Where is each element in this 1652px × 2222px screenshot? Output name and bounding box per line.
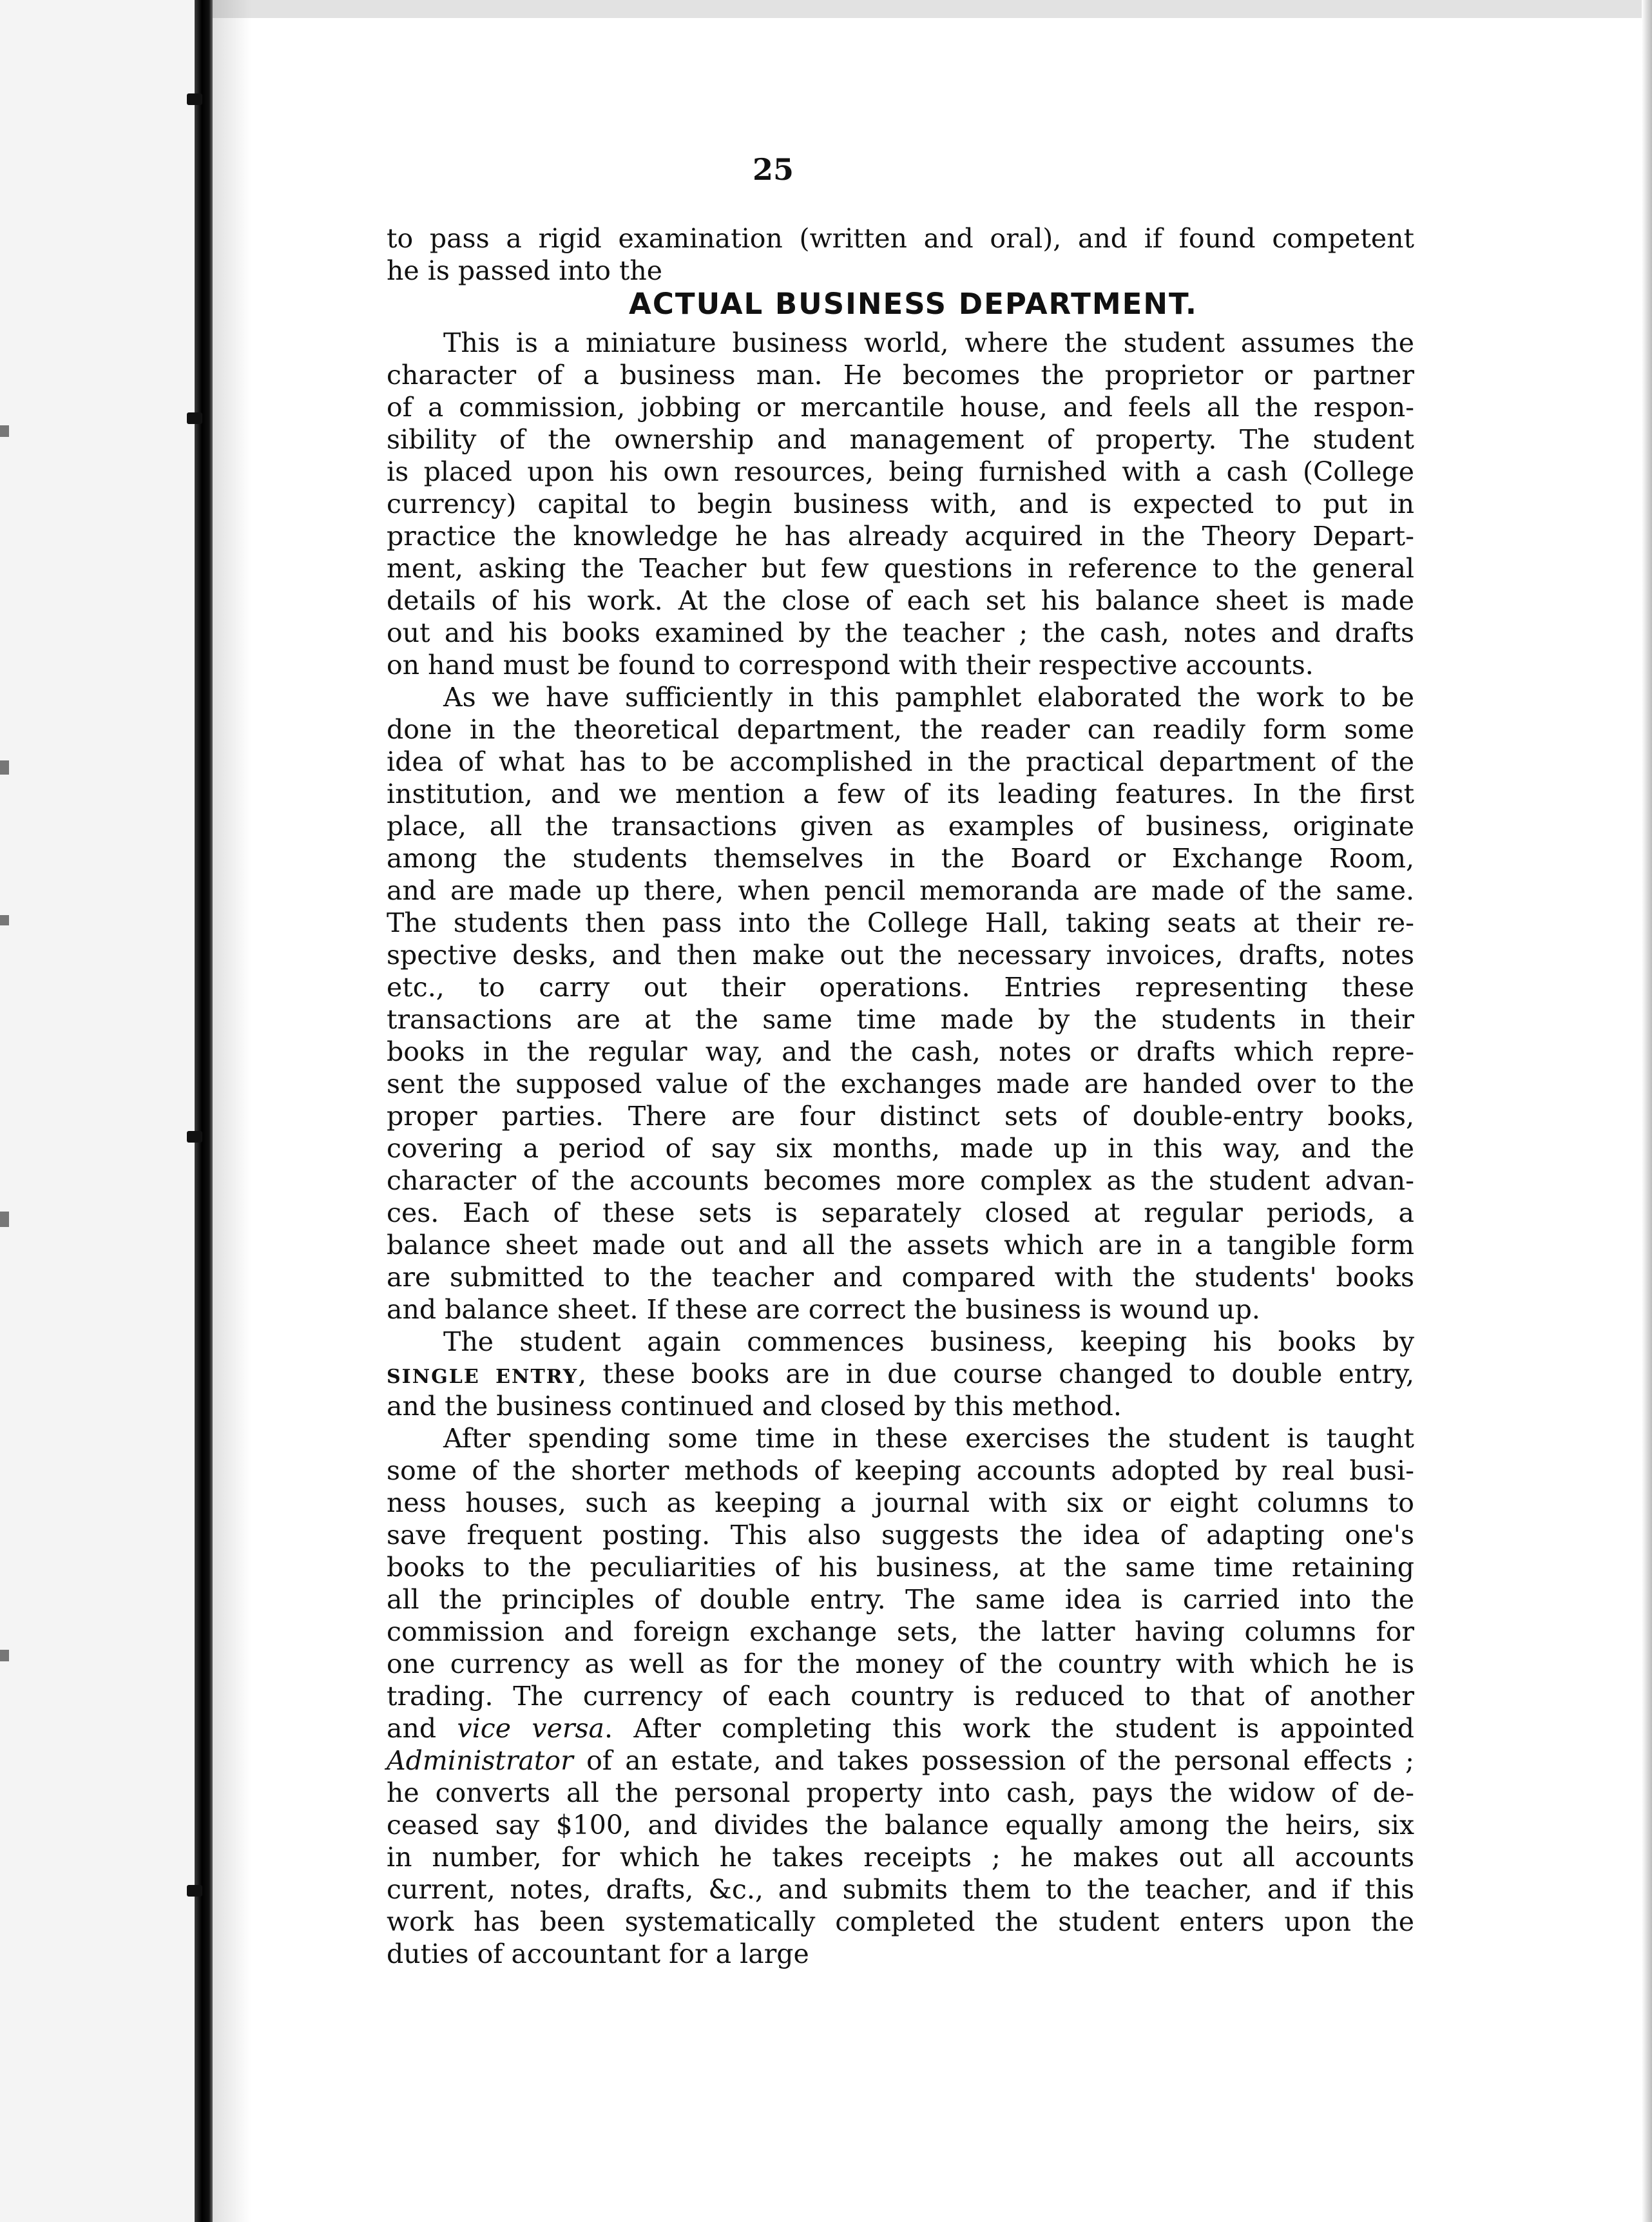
text-line: character of a business man. He becomes the proprietor or partner xyxy=(387,360,1414,391)
facing-page-mark xyxy=(0,425,9,437)
text-line: transactions are at the same time made by the students in their xyxy=(387,1004,1414,1035)
text-line: all the principles of double entry. The same idea is carried into the xyxy=(387,1584,1414,1615)
text-line: sent the supposed value of the exchanges made are handed over to the xyxy=(387,1068,1414,1099)
text-line: After spending some time in these exercises the student is taught xyxy=(443,1423,1414,1454)
spine-binding-mark xyxy=(187,93,202,105)
text-line: character of the accounts becomes more complex as the student advan- xyxy=(387,1165,1414,1196)
text-line: As we have sufficiently in this pamphlet elaborated the work to be xyxy=(443,682,1414,713)
text-line: and are made up there, when pencil memoranda are made of the same. xyxy=(387,875,1414,906)
text-line: done in the theoretical department, the reader can readily form some xyxy=(387,714,1414,745)
facing-page xyxy=(0,0,195,2222)
text-line: duties of accountant for a large xyxy=(387,1938,809,1969)
text-line: institution, and we mention a few of its leading features. In the first xyxy=(387,778,1414,809)
text-line: current, notes, drafts, &c., and submits them to the teacher, and if this xyxy=(387,1874,1414,1905)
gutter-shadow xyxy=(213,0,251,2222)
facing-page-mark xyxy=(0,760,9,775)
text-line: he is passed into the xyxy=(387,255,663,286)
text-line: commission and foreign exchange sets, the latter having columns for xyxy=(387,1616,1414,1647)
text-line: currency) capital to begin business with, and is expected to put in xyxy=(387,488,1414,519)
small-caps-term: SINGLE ENTRY xyxy=(387,1366,579,1388)
text-fragment: of an estate, and takes possession of the personal effects ; xyxy=(573,1745,1414,1776)
text-line: books to the peculiarities of his business, at the same time retaining xyxy=(387,1552,1414,1583)
text-line: details of his work. At the close of each set his balance sheet is made xyxy=(387,585,1414,616)
text-line: The student again commences business, keeping his books by xyxy=(443,1326,1414,1357)
text-line: etc., to carry out their operations. Entries representing these xyxy=(387,972,1414,1003)
text-line: idea of what has to be accomplished in the practical department of the xyxy=(387,746,1414,777)
spine-binding-mark xyxy=(187,412,202,424)
italic-term: Administrator xyxy=(387,1745,573,1776)
text-fragment: and xyxy=(387,1713,457,1744)
section-heading: ACTUAL BUSINESS DEPARTMENT. xyxy=(629,287,1198,321)
text-line: is placed upon his own resources, being furnished with a cash (College xyxy=(387,456,1414,487)
text-line: proper parties. There are four distinct sets of double-entry books, xyxy=(387,1101,1414,1132)
text-line xyxy=(387,1744,1414,1777)
text-line: balance sheet made out and all the assets which are in a tangible form xyxy=(387,1230,1414,1261)
text-line: ment, asking the Teacher but few questions in reference to the general xyxy=(387,553,1414,584)
text-line: on hand must be found to correspond with their respective accounts. xyxy=(387,650,1314,681)
italic-term: vice versa xyxy=(457,1713,604,1744)
text-line: sibility of the ownership and management of property. The student xyxy=(387,424,1414,455)
text-line: trading. The currency of each country is reduced to that of another xyxy=(387,1681,1414,1712)
text-line: out and his books examined by the teacher ; the cash, notes and drafts xyxy=(387,617,1414,648)
text-line: The students then pass into the College Hall, taking seats at their re- xyxy=(387,907,1414,938)
text-line: some of the shorter methods of keeping accounts adopted by real busi- xyxy=(387,1455,1414,1486)
text-line: in number, for which he takes receipts ; he makes out all accounts xyxy=(387,1842,1414,1873)
text-fragment: . After completing this work the student is appointed xyxy=(604,1713,1415,1744)
text-line: save frequent posting. This also suggests the idea of adapting one's xyxy=(387,1520,1414,1551)
text-line: to pass a rigid examination (written and oral), and if found competent xyxy=(387,223,1414,254)
text-line: practice the knowledge he has already acquired in the Theory Depart- xyxy=(387,521,1414,552)
text-line: and the business continued and closed by this method. xyxy=(387,1391,1122,1422)
text-line: among the students themselves in the Board or Exchange Room, xyxy=(387,843,1414,874)
body-text xyxy=(387,222,1414,1970)
text-line: ness houses, such as keeping a journal with six or eight columns to xyxy=(387,1487,1414,1518)
text-line: are submitted to the teacher and compared with the students' books xyxy=(387,1262,1414,1293)
text-line: he converts all the personal property into cash, pays the widow of de- xyxy=(387,1777,1414,1808)
text-line: work has been systematically completed the student enters upon the xyxy=(387,1906,1414,1937)
text-line: one currency as well as for the money of the country with which he is xyxy=(387,1648,1414,1679)
text-line: ces. Each of these sets is separately closed at regular periods, a xyxy=(387,1197,1414,1228)
page-top-edge xyxy=(213,0,1652,18)
text-line: This is a miniature business world, where the student assumes the xyxy=(443,327,1414,358)
spine-binding-mark xyxy=(187,1131,202,1143)
spine-binding-mark xyxy=(187,1885,202,1897)
text-line: place, all the transactions given as examples of business, originate xyxy=(387,811,1414,842)
facing-page-mark xyxy=(0,1650,9,1661)
facing-page-mark xyxy=(0,915,9,925)
text-line: and balance sheet. If these are correct the business is wound up. xyxy=(387,1294,1260,1325)
page-number: 25 xyxy=(752,152,794,187)
text-line: books in the regular way, and the cash, notes or drafts which repre- xyxy=(387,1036,1414,1067)
text-line: ceased say $100, and divides the balance equally among the heirs, six xyxy=(387,1810,1414,1840)
text-fragment: , these books are in due course changed to double entry, xyxy=(578,1358,1414,1389)
text-line: covering a period of say six months, made up in this way, and the xyxy=(387,1133,1414,1164)
text-line: of a commission, jobbing or mercantile house, and feels all the respon- xyxy=(387,392,1414,423)
facing-page-mark xyxy=(0,1212,9,1227)
page-right-edge xyxy=(1642,0,1652,2222)
text-line xyxy=(387,1712,1414,1744)
text-line: spective desks, and then make out the necessary invoices, drafts, notes xyxy=(387,940,1414,971)
text-line xyxy=(387,1358,1414,1390)
